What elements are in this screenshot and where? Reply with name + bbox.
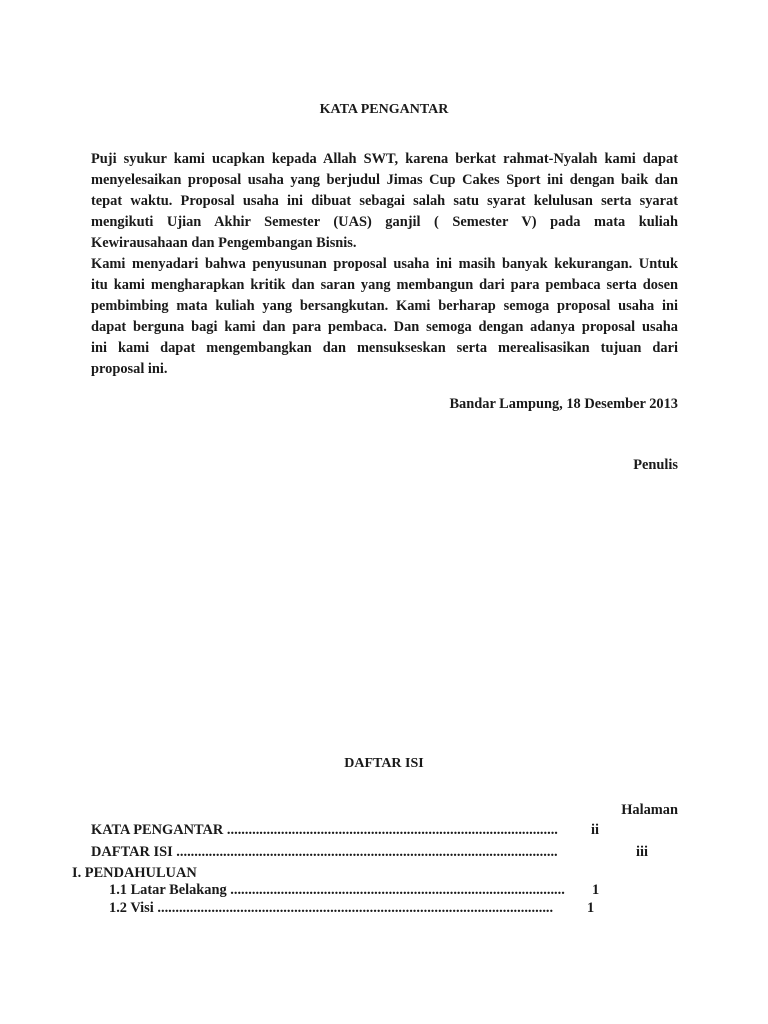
- toc-entry-text: DAFTAR ISI ..........................................................................................................: [91, 844, 558, 860]
- place-and-date: Bandar Lampung, 18 Desember 2013: [449, 396, 678, 412]
- toc-entry-text: I. PENDAHULUAN: [72, 865, 197, 881]
- toc-entry: [91, 822, 599, 839]
- toc-entry-page: ii: [591, 822, 599, 838]
- toc-entry-text: KATA PENGANTAR ............................................................................................: [91, 822, 558, 838]
- paragraph-line: pembimbing mata kuliah yang bersangkutan. Kami berharap semoga proposal usaha ini: [91, 298, 678, 314]
- paragraph-line: Kami menyadari bahwa penyusunan proposal usaha ini masih banyak kekurangan. Untuk: [91, 256, 678, 272]
- paragraph-line: proposal ini.: [91, 361, 168, 377]
- paragraph-line: dapat berguna bagi kami dan para pembaca. Dan semoga dengan adanya proposal usaha: [91, 319, 678, 335]
- toc-entry-text: 1.2 Visi ..............................................................................................................: [109, 900, 554, 916]
- paragraph-2: [91, 254, 678, 380]
- kata-pengantar-body: [91, 149, 678, 380]
- paragraph-line: ini kami dapat mengembangkan dan mensukseskan serta merealisasikan tujuan dari: [91, 340, 678, 356]
- daftar-isi-title: DAFTAR ISI: [344, 756, 424, 771]
- toc-entry-page: iii: [636, 844, 648, 860]
- page-column-label: Halaman: [621, 802, 678, 818]
- paragraph-line: tepat waktu. Proposal usaha ini dibuat sebagai salah satu syarat kelulusan serta syarat: [91, 193, 678, 209]
- toc-entry: [109, 882, 600, 899]
- paragraph-line: mengikuti Ujian Akhir Semester (UAS) ganjil ( Semester V) pada mata kuliah: [91, 214, 678, 230]
- toc-section-heading: [72, 865, 197, 882]
- paragraph-line: menyelesaikan proposal usaha yang berjudul Jimas Cup Cakes Sport ini dengan baik dan: [91, 172, 678, 188]
- paragraph-line: Puji syukur kami ucapkan kepada Allah SWT, karena berkat rahmat-Nyalah kami dapat: [91, 151, 678, 167]
- toc-entry: [109, 900, 595, 917]
- toc-entry: [91, 844, 648, 861]
- toc-entry-page: 1: [587, 900, 595, 916]
- author-signature: Penulis: [633, 457, 678, 473]
- toc-entry-page: 1: [592, 882, 600, 898]
- kata-pengantar-title: KATA PENGANTAR: [319, 102, 449, 117]
- toc-entry-text: 1.1 Latar Belakang .............................................................................................: [109, 882, 565, 898]
- paragraph-line: itu kami mengharapkan kritik dan saran yang membangun dari para pembaca serta dosen: [91, 277, 678, 293]
- paragraph-1: [91, 149, 678, 254]
- paragraph-line: Kewirausahaan dan Pengembangan Bisnis.: [91, 235, 357, 251]
